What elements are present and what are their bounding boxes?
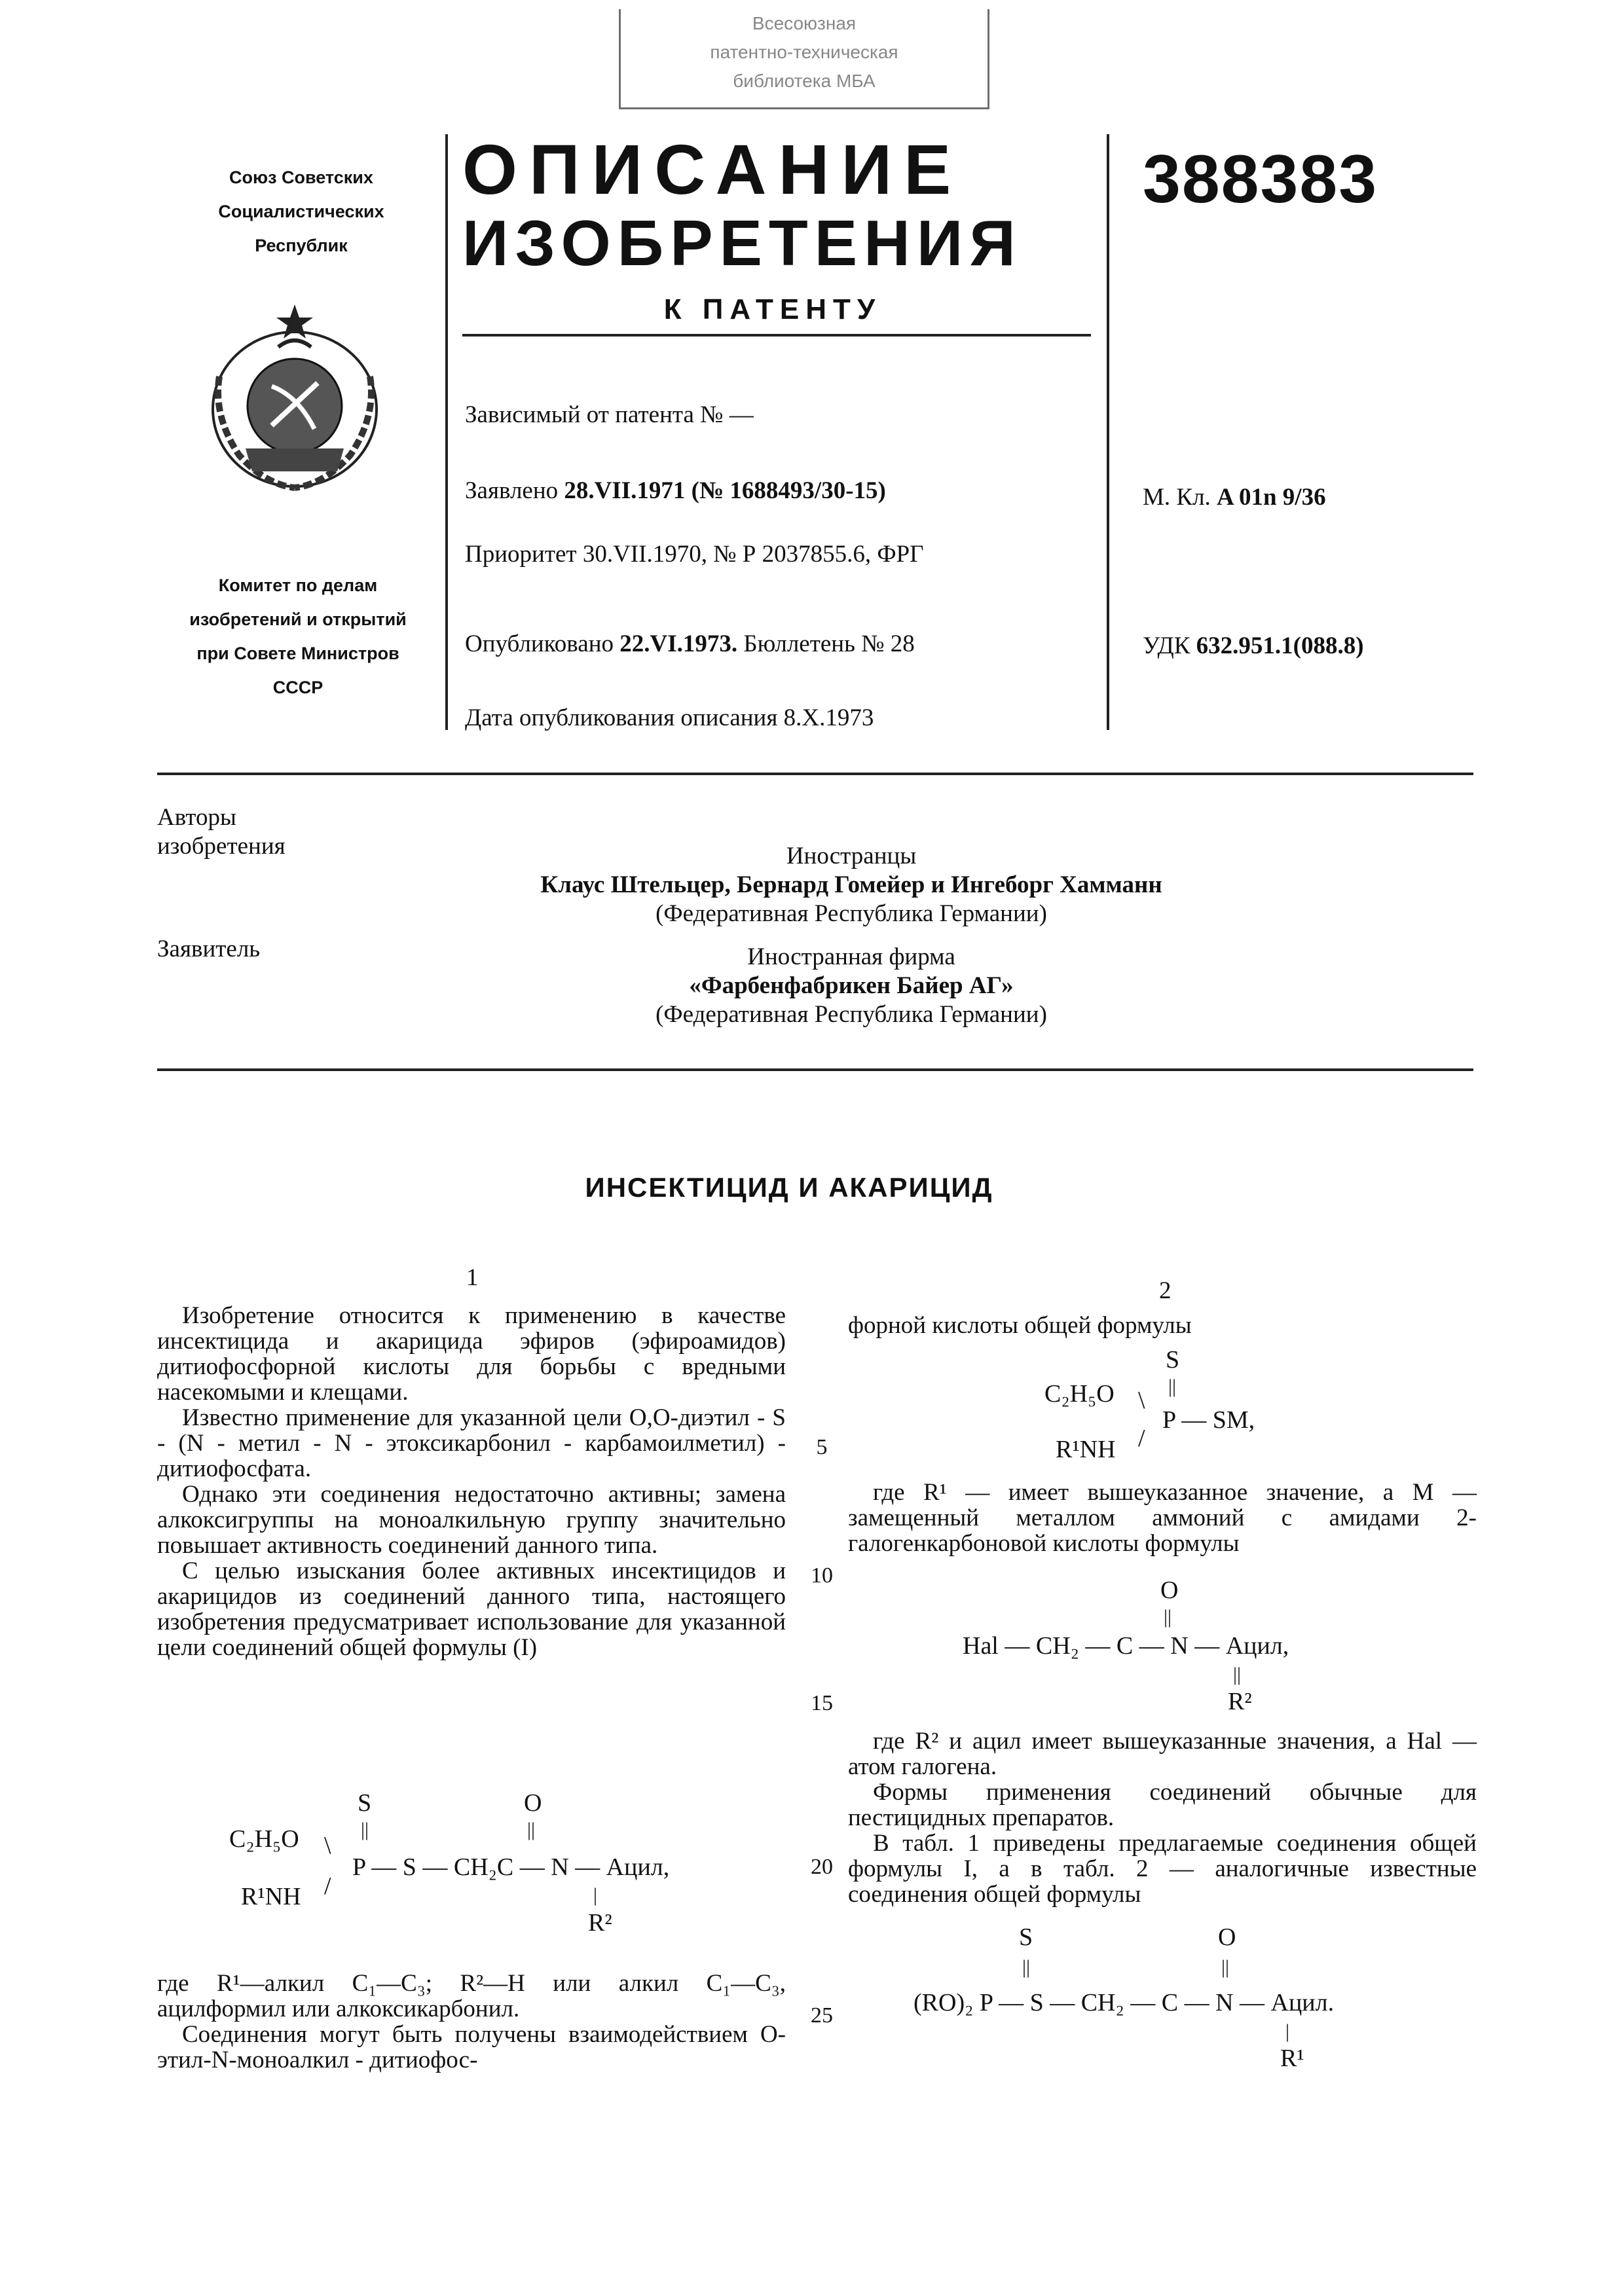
formula-bond: ||: [1164, 1606, 1172, 1628]
column-2-p2: [848, 1480, 1477, 1556]
mkl-value: A 01n 9/36: [1217, 484, 1326, 511]
authors-country: (Федеративная Республика Германии): [655, 900, 1047, 927]
formula-atom: O: [1160, 1576, 1179, 1604]
paragraph: Соединения могут быть получены взаимодействием O-этил-N-моноалкил - дитиофос-: [157, 2021, 786, 2073]
header-divider-right: [1107, 134, 1109, 730]
formula-group: C₂H₅O: [1044, 1380, 1115, 1408]
line-number: 5: [816, 1435, 828, 1459]
formula-chain: (RO)₂ P — S — CH₂ — C — N — Ацил.: [913, 1989, 1335, 2016]
org-line: Социалистических: [218, 202, 384, 221]
authors-names: Клаус Штельцер, Бернард Гомейер и Ингеборг Хамманн: [540, 871, 1162, 898]
paragraph: Однако эти соединения недостаточно активны; замена алкоксигруппы на моноалкильную группу значительно повышает активность соединений данного типа.: [157, 1481, 786, 1559]
applicant-label: Заявитель: [157, 936, 261, 962]
udk-value: 632.951.1(088.8): [1196, 632, 1364, 659]
paragraph: С целью изыскания более активных инсектицидов и акарицидов из соединений данного типа, настоящего изобретения предусматривает использование для указанной цели соединений общей формулы (I): [157, 1558, 786, 1661]
paragraph: форной кислоты общей формулы: [848, 1312, 1192, 1339]
doc-title-line2: ИЗОБРЕТЕНИЯ: [462, 207, 1022, 279]
committee-line: при Совете Министров: [196, 644, 399, 663]
formula-atom: O: [524, 1789, 542, 1817]
mkl: [1143, 483, 1326, 511]
filed-value: 28.VII.1971 (№ 1688493/30-15): [564, 477, 886, 504]
formula-bond: /: [1138, 1425, 1145, 1452]
column-number-1: 1: [466, 1264, 479, 1291]
header-rule: [157, 773, 1473, 775]
paragraph: В табл. 1 приведены предлагаемые соединения общей формулы I, а в табл. 2 — аналогичные известные соединения общей формулы: [848, 1830, 1477, 1908]
formula-bond: ||: [527, 1819, 536, 1840]
state-emblem-icon: [200, 298, 390, 494]
published: [465, 630, 915, 658]
people-rule: [157, 1068, 1473, 1071]
paragraph: Известно применение для указанной цели O,O-диэтил - S - (N - метил - N - этоксикарбонил - карбамоилметил) - дитиофосфата.: [157, 1404, 786, 1482]
formula-bond: |: [593, 1884, 598, 1906]
formula-atom: S: [358, 1789, 372, 1817]
formula-bond: \: [324, 1832, 331, 1859]
stamp-line: библиотека МБА: [733, 71, 876, 91]
formula-group: R¹: [1280, 2045, 1304, 2072]
header-divider-left: [445, 134, 448, 730]
filed: [465, 477, 886, 505]
applicant-group: Иностранная фирма: [747, 943, 955, 970]
authors-label: [157, 803, 286, 861]
mkl-label: М. Кл.: [1143, 484, 1211, 511]
line-number: 10: [811, 1563, 833, 1588]
formula-atom: O: [1218, 1923, 1236, 1951]
filed-label: Заявлено: [465, 477, 559, 504]
description-date: Дата опубликования описания 8.X.1973: [465, 704, 874, 731]
formula-group: C₂H₅O: [229, 1825, 299, 1853]
formula-group: R¹NH: [241, 1883, 301, 1910]
applicant-country: (Федеративная Республика Германии): [655, 1001, 1047, 1028]
applicant-name: «Фарбенфабрикен Байер АГ»: [689, 972, 1014, 999]
priority: Приоритет 30.VII.1970, № Р 2037855.6, ФРГ: [465, 541, 924, 568]
formula-bond: ||: [1221, 1956, 1230, 1978]
paragraph: где R² и ацил имеет вышеуказанные значения, а Hal — атом галогена.: [848, 1728, 1477, 1780]
formula-group: R²: [1228, 1688, 1252, 1715]
column-2-rest: [848, 1728, 1477, 1907]
patent-number: 388383: [1143, 141, 1378, 217]
formula-atom: S: [1019, 1923, 1033, 1951]
published-label: Опубликовано: [465, 630, 614, 657]
formula-bond: /: [324, 1872, 331, 1900]
authors-group: Иностранцы: [786, 843, 917, 869]
paragraph: Формы применения соединений обычные для пестицидных препаратов.: [848, 1779, 1477, 1831]
committee-line: Комитет по делам: [218, 575, 378, 595]
org-line: Республик: [255, 236, 348, 255]
line-number: 20: [811, 1855, 833, 1879]
formula-chain: Hal — CH₂ — C — N — Ацил,: [963, 1632, 1289, 1660]
published-date: 22.VI.1973.: [619, 630, 738, 657]
committee-line: изобретений и открытий: [189, 610, 407, 629]
doc-subtitle: К ПАТЕНТУ: [663, 293, 882, 325]
subtitle-rule: [462, 334, 1091, 337]
formula-bond: ||: [1233, 1664, 1242, 1685]
formula-bond: ||: [1022, 1956, 1031, 1978]
org-line: Союз Советских: [229, 168, 373, 187]
formula-atom: S: [1166, 1346, 1180, 1374]
column-2-p1: [848, 1313, 1477, 1338]
committee-line: СССР: [272, 678, 323, 697]
committee: [160, 568, 435, 704]
formula-group: R²: [588, 1909, 612, 1937]
paragraph: где R¹ — имеет вышеуказанное значение, а M — замещенный металлом аммоний с амидами 2-галогенкарбоновой кислоты формулы: [848, 1479, 1477, 1557]
column-1-bottom: [157, 1971, 786, 2073]
stamp-line: Всесоюзная: [752, 13, 857, 33]
doc-title-line1: ОПИСАНИЕ: [462, 130, 963, 209]
stamp-line: патентно-техническая: [710, 42, 898, 62]
formula-group: R¹NH: [1056, 1436, 1116, 1463]
dependent-patent: Зависимый от патента № —: [465, 401, 754, 428]
udk: [1143, 632, 1364, 660]
paragraph: Изобретение относится к применению в качестве инсектицида и акарицида эфиров (эфироамидов) дитиофосфорной кислоты для борьбы с вредными насекомыми и клещами.: [157, 1302, 786, 1406]
column-1-top: [157, 1303, 786, 1660]
line-number: 25: [811, 2003, 833, 2028]
formula-bond: ||: [1168, 1376, 1177, 1397]
formula-bond: ||: [361, 1819, 369, 1840]
authors-label-1: Авторы: [157, 804, 236, 831]
issuing-state: [170, 160, 432, 263]
formula-chain: P — S — CH₂C — N — Ацил,: [352, 1853, 670, 1881]
formula-bond: \: [1138, 1387, 1145, 1414]
bulletin: Бюллетень № 28: [743, 630, 915, 657]
udk-label: УДК: [1143, 632, 1190, 659]
library-stamp: [619, 9, 989, 109]
invention-title: ИНСЕКТИЦИД И АКАРИЦИД: [585, 1172, 993, 1203]
column-number-2: 2: [1159, 1277, 1172, 1304]
formula-bond: |: [1285, 2020, 1290, 2042]
line-number: 15: [811, 1691, 833, 1715]
formula-chain: P — SM,: [1162, 1406, 1255, 1434]
paragraph: где R¹—алкил C₁—C₃; R²—H или алкил C₁—C₃, ацилформил или алкоксикарбонил.: [157, 1970, 786, 2022]
authors-label-2: изобретения: [157, 833, 286, 860]
